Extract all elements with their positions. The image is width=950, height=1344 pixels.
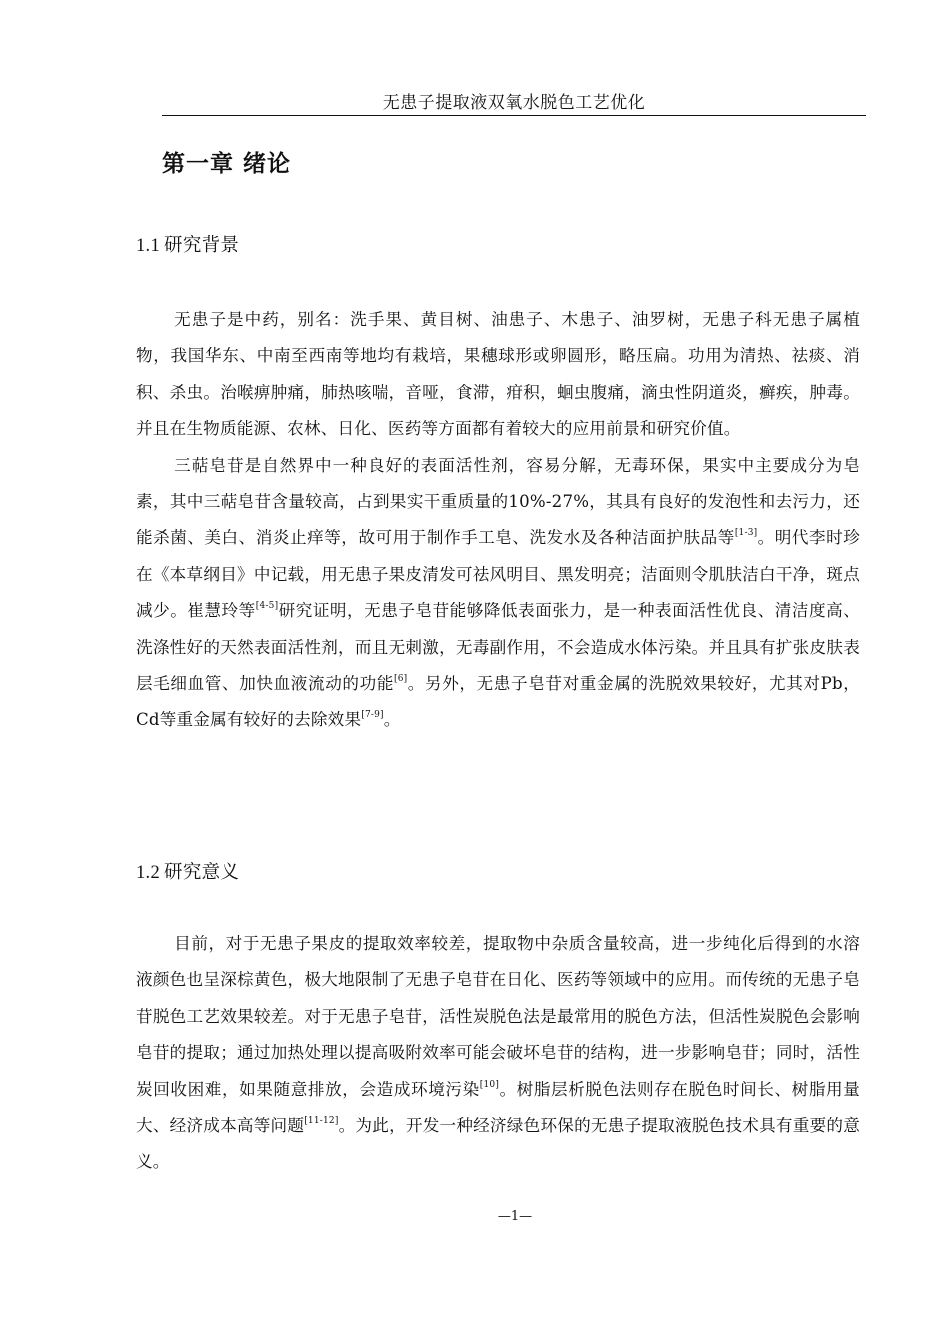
section-heading-text: 研究意义 — [164, 862, 240, 883]
paragraph-text: 研究证明，无患子皂苷能够降低表面张力，是一种表面活性优良、清洁度高、洗涤性好的天然表面活性剂，而且无刺激，无毒副作用，不会造成水体污染。并且具有扩张皮肤表层毛细血管、加快血液流动的功能 — [136, 601, 860, 694]
citation: [6] — [394, 673, 408, 684]
section-number: 1.1 — [136, 236, 161, 256]
section-number: 1.2 — [136, 863, 161, 883]
section-heading-text: 研究背景 — [164, 235, 240, 256]
paragraph-text: 。 — [383, 710, 401, 730]
citation: [10] — [479, 1079, 500, 1090]
section-1-2-body — [136, 926, 860, 1181]
paragraph-text: 。另外，无患子皂苷对重金属的洗脱效果较好，尤其对Pb，Cd等重金属有较好的去除效果 — [136, 674, 861, 730]
running-header: 无患子提取液双氧水脱色工艺优化 — [382, 93, 646, 113]
citation: [7-9] — [361, 710, 384, 721]
section-heading-1-1 — [136, 233, 239, 259]
citation: [11-12] — [304, 1115, 339, 1126]
citation: [1-3] — [734, 528, 758, 539]
chapter-title: 第一章 绪论 — [162, 151, 292, 177]
paragraph — [136, 448, 860, 739]
paragraph: 无患子是中药，别名：洗手果、黄目树、油患子、木患子、油罗树，无患子科无患子属植物，我国华东、中南至西南等地均有栽培，果穗球形或卵圆形，略压扁。功用为清热、祛痰、消积、杀虫。治喉痹肿痛，肺热咳喘，音哑，食滞，疳积，蛔虫腹痛，滴虫性阴道炎，癣疾，肿毒。并且在生物质能源、农林、日化、医药等方面都有着较大的应用前景和研究价值。 — [136, 310, 860, 439]
header-rule — [162, 115, 866, 116]
page-number: —1— — [497, 1209, 533, 1224]
section-1-1-body — [136, 302, 860, 739]
paragraph — [136, 926, 860, 1181]
paragraph-text: 。树脂层析脱色法则存在脱色时间长、树脂用量大、经济成本高等问题 — [136, 1079, 860, 1136]
paragraph-text: 。明代李时珍在《本草纲目》中记载，用无患子果皮清发可祛风明目、黑发明亮；洁面则令肌肤洁白干净，斑点减少。崔慧玲等 — [136, 528, 860, 621]
citation: [4-5] — [255, 601, 279, 612]
paragraph-text: 目前，对于无患子果皮的提取效率较差，提取物中杂质含量较高，进一步纯化后得到的水溶液颜色也呈深棕黄色，极大地限制了无患子皂苷在日化、医药等领域中的应用。而传统的无患子皂苷脱色工艺效果较差。对于无患子皂苷，活性炭脱色法是最常用的脱色方法，但活性炭脱色会影响皂苷的提取；通过加热处理以提高吸附效率可能会破坏皂苷的结构，进一步影响皂苷；同时，活性炭回收困难，如果随意排放，会造成环境污染 — [136, 934, 860, 1099]
paragraph-text: 三萜皂苷是自然界中一种良好的表面活性剂，容易分解，无毒环保，果实中主要成分为皂素，其中三萜皂苷含量较高，占到果实干重质量的10%-27%，其具有良好的发泡性和去污力，还能杀菌、美白、消炎止痒等，故可用于制作手工皂、洗发水及各种洁面护肤品等 — [136, 455, 860, 548]
section-heading-1-2 — [136, 860, 239, 886]
paragraph-text: 。为此，开发一种经济绿色环保的无患子提取液脱色技术具有重要的意义。 — [136, 1116, 860, 1172]
